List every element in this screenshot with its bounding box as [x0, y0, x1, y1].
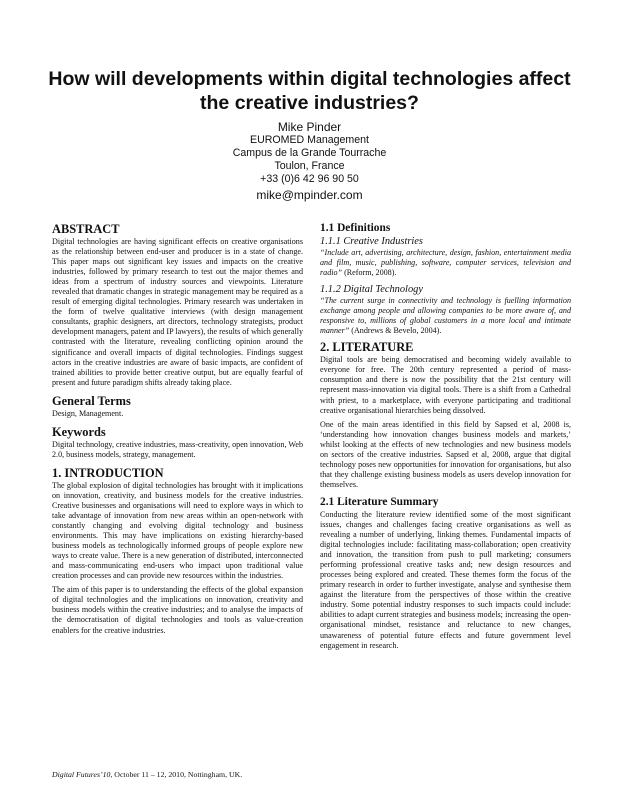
conference-footer	[52, 770, 242, 779]
digital-technology-definition	[320, 296, 571, 336]
creative-industries-definition	[320, 248, 571, 278]
literature-summary-heading: 2.1 Literature Summary	[320, 495, 439, 508]
author-address-line2: Toulon, France	[274, 160, 345, 172]
author-block	[40, 120, 579, 202]
creative-industries-citation: (Reform, 2008).	[342, 268, 397, 278]
literature-heading: 2. LITERATURE	[320, 340, 414, 355]
introduction-paragraph-2: The aim of this paper is to understanding the effects of the global expansion of digital technologies and the implications on innovation, creativity and business models within the creative industries; and to analyse the impacts of the democratisation of digital technologies and tools as value-creation enablers for the creative industries.	[52, 585, 303, 635]
general-terms-text: Design, Management.	[52, 408, 124, 418]
left-column	[52, 222, 303, 636]
creative-industries-quote: “Include art, advertising, architecture, design, fashion, entertainment media and film, music, publishing, software, computer services, television and radio”	[320, 248, 571, 278]
author-phone: +33 (0)6 42 96 90 50	[260, 173, 359, 185]
paper-title: How will developments within digital technologies affect the creative industries?	[48, 68, 571, 114]
general-terms-heading: General Terms	[52, 393, 131, 408]
keywords-heading: Keywords	[52, 424, 106, 439]
digital-technology-quote: “The current surge in connectivity and technology is fuelling information exchange among people and allowing companies to be more aware of, and responsive to, millions of global customers in a more local and intimate manner”	[320, 296, 571, 336]
right-column	[320, 222, 571, 651]
abstract-heading: ABSTRACT	[52, 222, 120, 236]
digital-technology-citation: (Andrews & Bevelo, 2004).	[349, 326, 442, 336]
author-affiliation: EUROMED Management	[250, 134, 369, 146]
keywords-text: Digital technology, creative industries, mass-creativity, open innovation, Web 2.0, business models, strategy, management.	[52, 439, 304, 459]
introduction-paragraph-1: The global explosion of digital technologies has brought with it implications on innovation, creativity, and business models for the creative industries. Creative businesses and organisations will need to explore ways in which to take advantage of innovation from new areas within an open-network with constantly changing and evolving digital technology and business environments. This may have implications on existing hierarchy-based business models as technologically informed groups of people explore new ways to create value. There is a new generation of distributed, interconnected and mass-communicating end-users who impact upon traditional value creation processes and can provide new resources within the industries.	[52, 480, 303, 581]
creative-industries-heading: 1.1.1 Creative Industries	[320, 236, 423, 247]
author-email: mike@mpinder.com	[256, 188, 363, 202]
author-name: Mike Pinder	[277, 120, 342, 134]
author-address-line1: Campus de la Grande Tourrache	[232, 147, 387, 159]
definitions-heading: 1.1 Definitions	[320, 222, 391, 234]
literature-summary-text: Conducting the literature review identified some of the most significant issues, changes and challenges facing creative organisations as well as revealing a number of underlying, linking themes. Fundamental impacts of digital technologies include: facilitating mass-collaboration; open creativity and innovation, the transition from push to pull marketing; consumers performing professional creative tasks and; new design resources and processes being explored and created. These themes form the focus of the primary research in order to further investigate, analyse and synthesise them against the literature from the perspectives of those within the creative industry. Some potential industry responses to such impacts could include: abilities to adapt current strategies and business models; increasing the open-organisational mindset, resistance and reluctance to new changes, unawareness of potential future effects and future government level engagement in research.	[320, 509, 571, 650]
abstract-text: Digital technologies are having significant effects on creative organisations as the relationship between end-user and producer is in a state of change. This paper maps out significant key issues and impacts on the creative industries, followed by primary research to test out the major themes and ideas from a spectrum of industry sources and viewpoints. Literature revealed that dramatic changes in strategic management may be required as a result of emerging digital technologies. Primary research was undertaken in the form of twelve qualitative interviews (with design management consultants, graphic designers, art directors, technology strategists, product development managers, patent and IP lawyers), the results of which generally contrasted with the literature, revealing conflicting opinion around the significance and overall impacts of digital technologies. Findings suggest actors in the creative industries are aware of basic impacts, are confident of trained abilities to provide better creative output, but are equally fearful of present and future paradigm shifts already taking place.	[52, 237, 303, 387]
digital-technology-heading: 1.1.2 Digital Technology	[320, 284, 423, 296]
footer-event: Digital Futures’10,	[52, 770, 113, 779]
literature-paragraph-2: One of the main areas identified in this field by Sapsed et al, 2008 is, ‘understanding how innovation changes business models and markets,’ whilst looking at the effects of new technologies and new business models on sectors of the creative industries. Sapsed et al, 2008, argue that digital technology poses new opportunities for innovation for organisations, but also that they challenge existing business models as users develop innovation for themselves.	[320, 419, 571, 489]
introduction-heading: 1. INTRODUCTION	[52, 465, 164, 480]
footer-date-location: October 11 – 12, 2010, Nottingham, UK.	[112, 770, 243, 779]
literature-paragraph-1: Digital tools are being democratised and becoming widely available to everyone for free. The 20th century represented a period of mass-consumption and there is now the possibility that the 21st century will represent mass-innovation via digital tools. There is a shift from a Cathedral with priest, to a marketplace, with everyone participating and traditional creative organisational hierarchies being dissolved.	[320, 355, 571, 415]
